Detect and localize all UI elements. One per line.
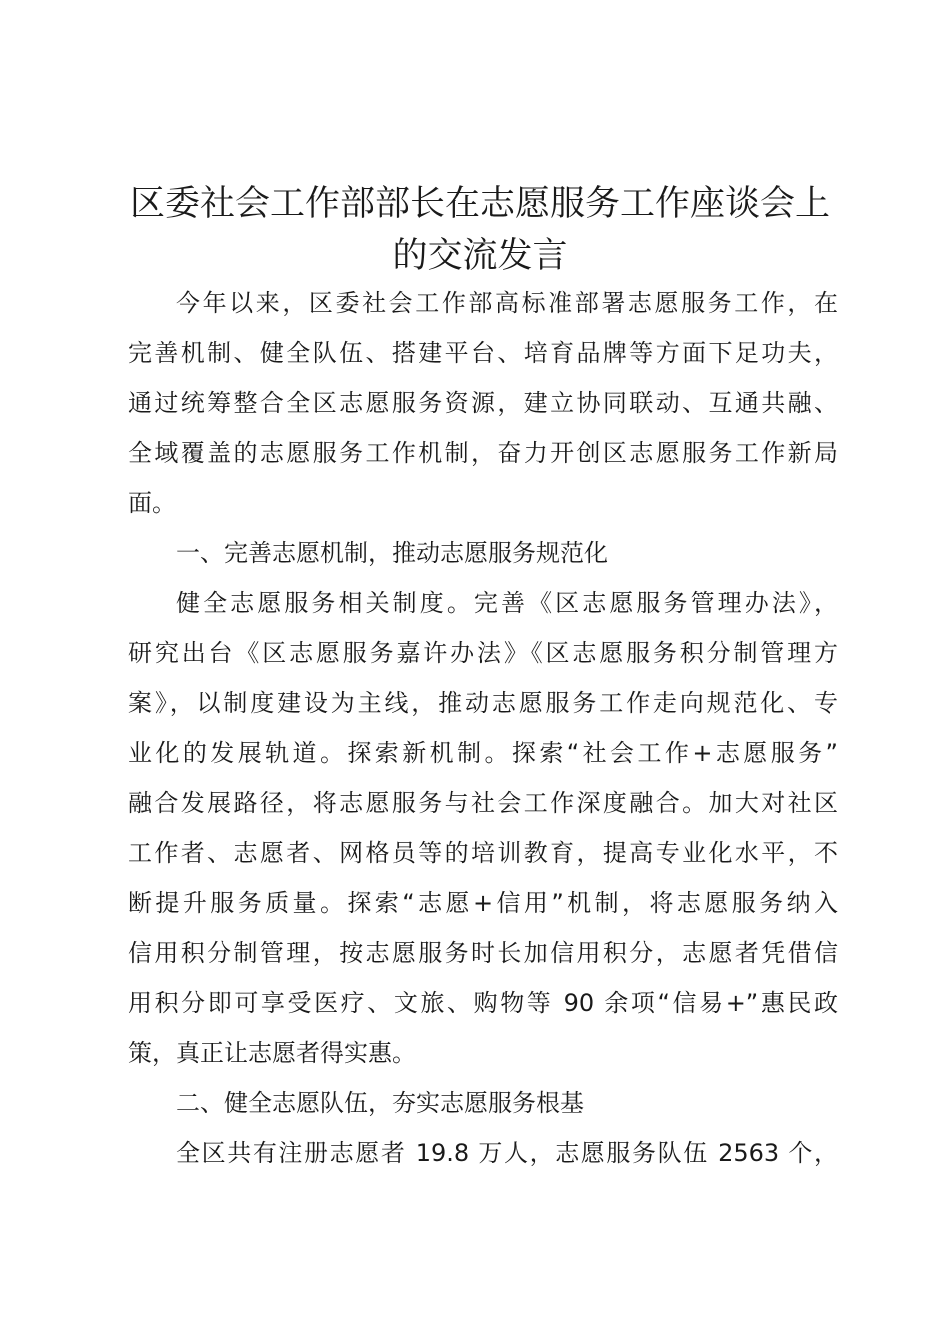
paragraph-2-line-2: 研究出台《区志愿服务嘉许办法》《区志愿服务积分制管理方	[128, 639, 838, 667]
section-heading-2: 二、健全志愿队伍，夯实志愿服务根基	[176, 1089, 584, 1117]
paragraph-2-line-6: 工作者、志愿者、网格员等的培训教育，提高专业化水平，不	[128, 839, 838, 867]
document-title	[100, 178, 860, 282]
paragraph-1-line-1: 今年以来，区委社会工作部高标准部署志愿服务工作，在	[176, 289, 838, 317]
paragraph-1-line-4: 全域覆盖的志愿服务工作机制，奋力开创区志愿服务工作新局	[128, 439, 838, 467]
paragraph-3-line-1: 全区共有注册志愿者 19.8 万人，志愿服务队伍 2563 个，	[176, 1139, 838, 1167]
title-line-2: 的交流发言	[392, 236, 568, 276]
paragraph-2-line-10: 策，真正让志愿者得实惠。	[128, 1039, 416, 1067]
section-heading-1: 一、完善志愿机制，推动志愿服务规范化	[176, 539, 608, 567]
paragraph-2-line-7: 断提升服务质量。探索“志愿+信用”机制，将志愿服务纳入	[128, 889, 838, 917]
paragraph-2-line-9: 用积分即可享受医疗、文旅、购物等 90 余项“信易+”惠民政	[128, 989, 838, 1017]
paragraph-2-line-5: 融合发展路径，将志愿服务与社会工作深度融合。加大对社区	[128, 789, 838, 817]
paragraph-1-line-5: 面。	[128, 489, 176, 517]
paragraph-1-line-3: 通过统筹整合全区志愿服务资源，建立协同联动、互通共融、	[128, 389, 838, 417]
paragraph-2-line-3: 案》，以制度建设为主线，推动志愿服务工作走向规范化、专	[128, 689, 838, 717]
paragraph-2-line-8: 信用积分制管理，按志愿服务时长加信用积分，志愿者凭借信	[128, 939, 838, 967]
paragraph-1-line-2: 完善机制、健全队伍、搭建平台、培育品牌等方面下足功夫，	[128, 339, 838, 367]
paragraph-2-line-4: 业化的发展轨道。探索新机制。探索“社会工作+志愿服务”	[128, 739, 838, 767]
title-line-1: 区委社会工作部部长在志愿服务工作座谈会上	[129, 184, 830, 224]
paragraph-2-line-1: 健全志愿服务相关制度。完善《区志愿服务管理办法》，	[176, 589, 838, 617]
